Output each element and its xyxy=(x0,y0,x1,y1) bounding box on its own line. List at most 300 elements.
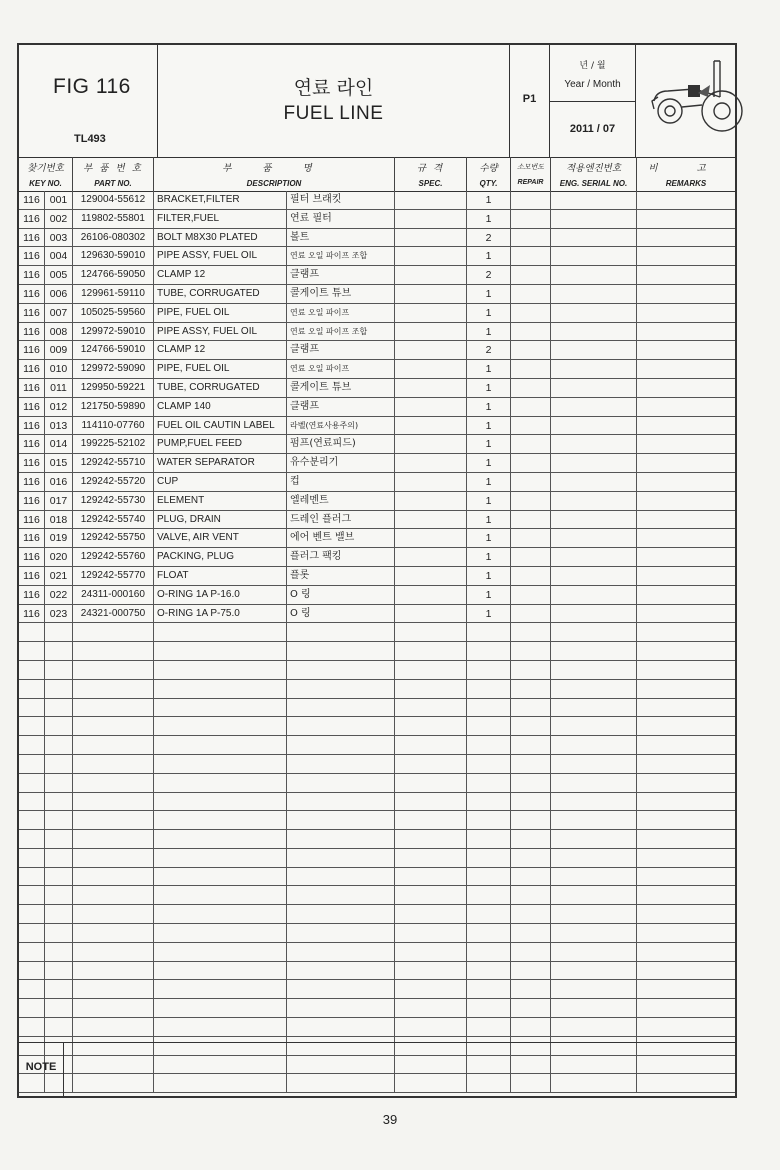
repair-cell xyxy=(511,980,551,998)
key-cell: 001 xyxy=(45,191,73,209)
description-ko-cell: 콜게이트 튜브 xyxy=(287,379,395,397)
repair-cell xyxy=(511,999,551,1017)
title-korean: 연료 라인 xyxy=(293,77,374,99)
engine-serial-cell xyxy=(551,492,637,510)
engine-serial-cell xyxy=(551,586,637,604)
table-row xyxy=(19,755,735,774)
description-ko-cell: 펌프(연료피드) xyxy=(287,435,395,453)
spec-cell xyxy=(395,623,467,641)
description-ko-cell: 클램프 xyxy=(287,341,395,359)
engine-serial-cell xyxy=(551,849,637,867)
description-ko-cell xyxy=(287,736,395,754)
repair-cell xyxy=(511,229,551,247)
qty-cell xyxy=(467,924,511,942)
repair-cell xyxy=(511,417,551,435)
fig-cell: 116 xyxy=(19,210,45,228)
spec-cell xyxy=(395,210,467,228)
spec-cell xyxy=(395,511,467,529)
part-number-cell xyxy=(73,830,154,848)
fig-cell: 116 xyxy=(19,191,45,209)
column-qty: 수량 QTY. xyxy=(467,157,511,191)
repair-cell xyxy=(511,811,551,829)
description-ko-cell: 엘레멘트 xyxy=(287,492,395,510)
remarks-cell xyxy=(637,323,735,341)
repair-cell xyxy=(511,962,551,980)
description-ko-cell: 에어 벤트 밸브 xyxy=(287,529,395,547)
description-en-cell: BOLT M8X30 PLATED xyxy=(154,229,287,247)
qty-cell xyxy=(467,849,511,867)
repair-cell xyxy=(511,266,551,284)
part-number-cell xyxy=(73,661,154,679)
remarks-cell xyxy=(637,210,735,228)
fig-cell xyxy=(19,886,45,904)
part-number-cell: 119802-55801 xyxy=(73,210,154,228)
engine-serial-cell xyxy=(551,210,637,228)
key-cell xyxy=(45,717,73,735)
qty-cell: 1 xyxy=(467,379,511,397)
description-ko-cell xyxy=(287,943,395,961)
remarks-cell xyxy=(637,717,735,735)
qty-cell: 1 xyxy=(467,304,511,322)
fig-cell: 116 xyxy=(19,605,45,623)
remarks-cell xyxy=(637,830,735,848)
qty-cell: 1 xyxy=(467,605,511,623)
part-number-cell: 129961-59110 xyxy=(73,285,154,303)
engine-serial-cell xyxy=(551,285,637,303)
spec-cell xyxy=(395,247,467,265)
remarks-cell xyxy=(637,341,735,359)
qty-cell: 1 xyxy=(467,210,511,228)
description-ko-cell: O 링 xyxy=(287,586,395,604)
description-ko-cell xyxy=(287,661,395,679)
remarks-cell xyxy=(637,379,735,397)
spec-cell xyxy=(395,454,467,472)
remarks-cell xyxy=(637,886,735,904)
description-en-cell xyxy=(154,680,287,698)
fig-cell xyxy=(19,962,45,980)
spec-cell xyxy=(395,699,467,717)
table-row xyxy=(19,699,735,718)
column-key-no: 찾기번호 KEY NO. xyxy=(19,157,73,191)
spec-cell xyxy=(395,567,467,585)
remarks-cell xyxy=(637,511,735,529)
remarks-cell xyxy=(637,454,735,472)
description-ko-cell xyxy=(287,755,395,773)
qty-cell: 1 xyxy=(467,323,511,341)
repair-cell xyxy=(511,454,551,472)
key-cell xyxy=(45,736,73,754)
note-section xyxy=(19,1042,735,1097)
remarks-cell xyxy=(637,360,735,378)
table-row xyxy=(19,266,735,285)
repair-cell xyxy=(511,360,551,378)
qty-cell: 1 xyxy=(467,360,511,378)
description-ko-cell: 라벨(연료사용주의) xyxy=(287,417,395,435)
remarks-cell xyxy=(637,680,735,698)
description-en-cell xyxy=(154,717,287,735)
table-row xyxy=(19,793,735,812)
table-row xyxy=(19,849,735,868)
fig-cell: 116 xyxy=(19,341,45,359)
spec-cell xyxy=(395,191,467,209)
part-number-cell xyxy=(73,886,154,904)
fig-cell: 116 xyxy=(19,417,45,435)
spec-cell xyxy=(395,341,467,359)
description-ko-cell xyxy=(287,868,395,886)
table-row xyxy=(19,623,735,642)
part-number-cell: 105025-59560 xyxy=(73,304,154,322)
column-spec: 규 격 SPEC. xyxy=(395,157,467,191)
key-cell: 023 xyxy=(45,605,73,623)
fig-cell: 116 xyxy=(19,586,45,604)
part-number-cell xyxy=(73,980,154,998)
description-ko-cell xyxy=(287,924,395,942)
repair-cell xyxy=(511,905,551,923)
engine-serial-cell xyxy=(551,511,637,529)
qty-cell xyxy=(467,623,511,641)
key-cell: 006 xyxy=(45,285,73,303)
key-cell: 011 xyxy=(45,379,73,397)
remarks-cell xyxy=(637,774,735,792)
key-cell: 021 xyxy=(45,567,73,585)
qty-cell xyxy=(467,980,511,998)
spec-cell xyxy=(395,266,467,284)
repair-cell xyxy=(511,191,551,209)
engine-serial-cell xyxy=(551,529,637,547)
repair-cell xyxy=(511,661,551,679)
description-ko-cell xyxy=(287,830,395,848)
remarks-cell xyxy=(637,811,735,829)
engine-serial-cell xyxy=(551,247,637,265)
year-month-label-korean: 년 / 월 xyxy=(579,61,606,71)
qty-cell: 2 xyxy=(467,341,511,359)
engine-serial-cell xyxy=(551,323,637,341)
fig-cell: 116 xyxy=(19,548,45,566)
remarks-cell xyxy=(637,417,735,435)
engine-serial-cell xyxy=(551,661,637,679)
key-cell xyxy=(45,774,73,792)
description-en-cell: CLAMP 12 xyxy=(154,266,287,284)
key-cell: 022 xyxy=(45,586,73,604)
remarks-cell xyxy=(637,266,735,284)
column-repair: 소모번도 REPAIR xyxy=(511,157,551,191)
description-en-cell xyxy=(154,623,287,641)
parts-sheet xyxy=(17,43,737,1098)
spec-cell xyxy=(395,811,467,829)
spec-cell xyxy=(395,980,467,998)
part-number-cell: 129242-55740 xyxy=(73,511,154,529)
engine-serial-cell xyxy=(551,360,637,378)
remarks-cell xyxy=(637,398,735,416)
spec-cell xyxy=(395,943,467,961)
description-en-cell: BRACKET,FILTER xyxy=(154,191,287,209)
description-ko-cell: 필터 브래킷 xyxy=(287,191,395,209)
part-number-cell xyxy=(73,699,154,717)
fig-cell: 116 xyxy=(19,454,45,472)
remarks-cell xyxy=(637,435,735,453)
spec-cell xyxy=(395,435,467,453)
table-row xyxy=(19,905,735,924)
description-en-cell xyxy=(154,905,287,923)
description-en-cell xyxy=(154,793,287,811)
table-row xyxy=(19,605,735,624)
engine-serial-cell xyxy=(551,793,637,811)
description-en-cell: CUP xyxy=(154,473,287,491)
description-en-cell xyxy=(154,924,287,942)
repair-cell xyxy=(511,623,551,641)
repair-cell xyxy=(511,924,551,942)
key-cell: 015 xyxy=(45,454,73,472)
part-number-cell: 124766-59010 xyxy=(73,341,154,359)
description-en-cell: PIPE, FUEL OIL xyxy=(154,360,287,378)
fig-cell: 116 xyxy=(19,567,45,585)
qty-cell xyxy=(467,661,511,679)
spec-cell xyxy=(395,417,467,435)
engine-serial-cell xyxy=(551,830,637,848)
table-row xyxy=(19,435,735,454)
fig-cell xyxy=(19,999,45,1017)
fig-cell xyxy=(19,868,45,886)
qty-cell: 1 xyxy=(467,473,511,491)
spec-cell xyxy=(395,323,467,341)
engine-serial-cell xyxy=(551,379,637,397)
part-number-cell xyxy=(73,962,154,980)
spec-cell xyxy=(395,379,467,397)
engine-serial-cell xyxy=(551,548,637,566)
remarks-cell xyxy=(637,247,735,265)
table-row xyxy=(19,680,735,699)
table-row xyxy=(19,962,735,981)
part-number-cell xyxy=(73,1018,154,1036)
qty-cell: 1 xyxy=(467,492,511,510)
remarks-cell xyxy=(637,793,735,811)
repair-cell xyxy=(511,398,551,416)
spec-cell xyxy=(395,473,467,491)
description-ko-cell: 연료 오일 파이프 조합 xyxy=(287,247,395,265)
qty-cell xyxy=(467,699,511,717)
part-number-cell xyxy=(73,868,154,886)
table-row xyxy=(19,323,735,342)
engine-serial-cell xyxy=(551,605,637,623)
part-number-cell xyxy=(73,736,154,754)
key-cell: 007 xyxy=(45,304,73,322)
qty-cell xyxy=(467,680,511,698)
part-number-cell: 129242-55760 xyxy=(73,548,154,566)
remarks-cell xyxy=(637,999,735,1017)
key-cell xyxy=(45,661,73,679)
qty-cell: 1 xyxy=(467,529,511,547)
engine-serial-cell xyxy=(551,680,637,698)
fig-cell: 116 xyxy=(19,229,45,247)
repair-cell xyxy=(511,605,551,623)
key-cell xyxy=(45,830,73,848)
description-en-cell: PIPE ASSY, FUEL OIL xyxy=(154,323,287,341)
key-cell xyxy=(45,886,73,904)
part-number-cell: 129950-59221 xyxy=(73,379,154,397)
description-ko-cell: 연료 오일 파이프 조합 xyxy=(287,323,395,341)
engine-serial-cell xyxy=(551,229,637,247)
spec-cell xyxy=(395,586,467,604)
description-en-cell xyxy=(154,661,287,679)
part-number-cell xyxy=(73,793,154,811)
engine-serial-cell xyxy=(551,304,637,322)
part-number-cell: 129972-59090 xyxy=(73,360,154,378)
note-label: NOTE xyxy=(19,1043,64,1097)
part-number-cell: 129972-59010 xyxy=(73,323,154,341)
description-en-cell: O-RING 1A P-16.0 xyxy=(154,586,287,604)
table-row xyxy=(19,417,735,436)
key-cell xyxy=(45,642,73,660)
page-number: 39 xyxy=(382,1112,398,1127)
qty-cell: 1 xyxy=(467,511,511,529)
issue-date: 2011 / 07 xyxy=(569,123,616,135)
spec-cell xyxy=(395,285,467,303)
part-number-cell xyxy=(73,755,154,773)
fig-cell xyxy=(19,642,45,660)
part-number-cell xyxy=(73,623,154,641)
spec-cell xyxy=(395,924,467,942)
key-cell xyxy=(45,680,73,698)
table-row xyxy=(19,868,735,887)
qty-cell xyxy=(467,905,511,923)
description-ko-cell xyxy=(287,999,395,1017)
part-number-cell: 24311-000160 xyxy=(73,586,154,604)
remarks-cell xyxy=(637,661,735,679)
repair-cell xyxy=(511,717,551,735)
key-cell: 008 xyxy=(45,323,73,341)
key-cell xyxy=(45,623,73,641)
key-cell xyxy=(45,755,73,773)
description-en-cell: PLUG, DRAIN xyxy=(154,511,287,529)
spec-cell xyxy=(395,360,467,378)
table-row xyxy=(19,548,735,567)
description-ko-cell: 플롯 xyxy=(287,567,395,585)
engine-serial-cell xyxy=(551,755,637,773)
year-month-cell xyxy=(550,45,636,157)
key-cell: 017 xyxy=(45,492,73,510)
engine-serial-cell xyxy=(551,699,637,717)
description-en-cell: WATER SEPARATOR xyxy=(154,454,287,472)
remarks-cell xyxy=(637,943,735,961)
qty-cell xyxy=(467,999,511,1017)
fig-cell: 116 xyxy=(19,247,45,265)
page-code-cell xyxy=(510,45,550,157)
part-number-cell: 199225-52102 xyxy=(73,435,154,453)
table-row xyxy=(19,511,735,530)
spec-cell xyxy=(395,642,467,660)
spec-cell xyxy=(395,793,467,811)
spec-cell xyxy=(395,680,467,698)
remarks-cell xyxy=(637,473,735,491)
column-header-row xyxy=(19,157,735,192)
key-cell: 013 xyxy=(45,417,73,435)
model-code: TL493 xyxy=(74,133,106,145)
part-number-cell xyxy=(73,905,154,923)
description-ko-cell: 컵 xyxy=(287,473,395,491)
description-en-cell xyxy=(154,943,287,961)
part-number-cell: 129242-55710 xyxy=(73,454,154,472)
repair-cell xyxy=(511,511,551,529)
table-row xyxy=(19,492,735,511)
remarks-cell xyxy=(637,699,735,717)
key-cell: 019 xyxy=(45,529,73,547)
parts-table-body xyxy=(19,191,735,1093)
description-ko-cell: O 링 xyxy=(287,605,395,623)
table-row xyxy=(19,341,735,360)
key-cell: 003 xyxy=(45,229,73,247)
description-ko-cell xyxy=(287,623,395,641)
engine-serial-cell xyxy=(551,905,637,923)
description-en-cell: FILTER,FUEL xyxy=(154,210,287,228)
repair-cell xyxy=(511,642,551,660)
qty-cell xyxy=(467,811,511,829)
repair-cell xyxy=(511,210,551,228)
page-code: P1 xyxy=(522,93,537,105)
part-number-cell: 129242-55750 xyxy=(73,529,154,547)
fig-cell: 116 xyxy=(19,435,45,453)
repair-cell xyxy=(511,868,551,886)
repair-cell xyxy=(511,247,551,265)
fig-cell: 116 xyxy=(19,511,45,529)
key-cell xyxy=(45,868,73,886)
description-ko-cell: 연료 오일 파이프 xyxy=(287,360,395,378)
part-number-cell: 129630-59010 xyxy=(73,247,154,265)
qty-cell: 1 xyxy=(467,586,511,604)
table-row xyxy=(19,642,735,661)
spec-cell xyxy=(395,905,467,923)
qty-cell xyxy=(467,793,511,811)
spec-cell xyxy=(395,774,467,792)
description-ko-cell: 클램프 xyxy=(287,398,395,416)
description-ko-cell xyxy=(287,980,395,998)
repair-cell xyxy=(511,680,551,698)
qty-cell: 1 xyxy=(467,435,511,453)
key-cell: 018 xyxy=(45,511,73,529)
spec-cell xyxy=(395,398,467,416)
part-number-cell: 24321-000750 xyxy=(73,605,154,623)
remarks-cell xyxy=(637,924,735,942)
remarks-cell xyxy=(637,191,735,209)
repair-cell xyxy=(511,548,551,566)
remarks-cell xyxy=(637,229,735,247)
remarks-cell xyxy=(637,548,735,566)
spec-cell xyxy=(395,830,467,848)
description-en-cell xyxy=(154,868,287,886)
spec-cell xyxy=(395,999,467,1017)
table-row xyxy=(19,924,735,943)
engine-serial-cell xyxy=(551,943,637,961)
fig-cell xyxy=(19,661,45,679)
key-cell xyxy=(45,999,73,1017)
qty-cell: 1 xyxy=(467,454,511,472)
qty-cell: 1 xyxy=(467,247,511,265)
qty-cell xyxy=(467,642,511,660)
remarks-cell xyxy=(637,962,735,980)
engine-serial-cell xyxy=(551,811,637,829)
fig-cell xyxy=(19,830,45,848)
title-english: FUEL LINE xyxy=(283,103,384,124)
description-en-cell xyxy=(154,811,287,829)
key-cell: 004 xyxy=(45,247,73,265)
repair-cell xyxy=(511,1018,551,1036)
description-en-cell xyxy=(154,962,287,980)
description-en-cell: O-RING 1A P-75.0 xyxy=(154,605,287,623)
qty-cell xyxy=(467,774,511,792)
repair-cell xyxy=(511,793,551,811)
description-ko-cell: 드레인 플러그 xyxy=(287,511,395,529)
engine-serial-cell xyxy=(551,398,637,416)
description-en-cell: CLAMP 140 xyxy=(154,398,287,416)
